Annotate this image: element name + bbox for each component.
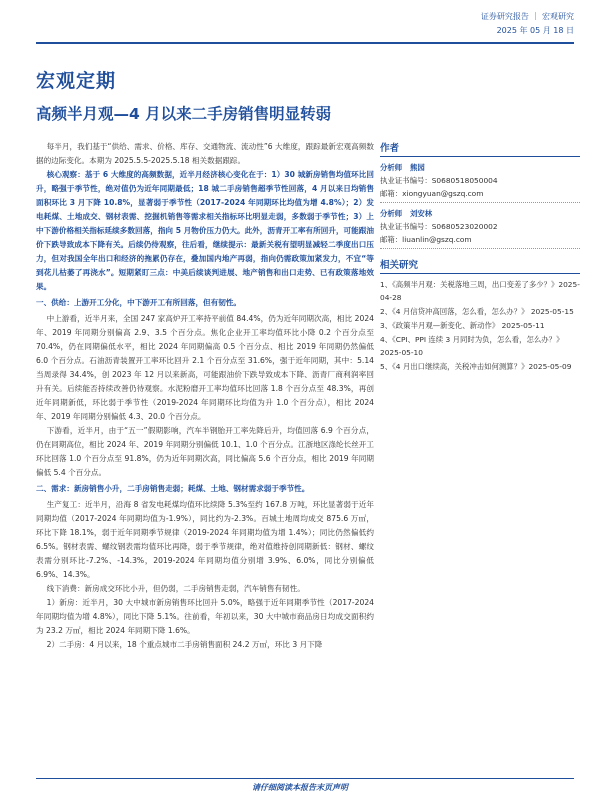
intro-paragraph: 每半月，我们基于“供给、需求、价格、库存、交通物流、流动性”6 大维度，跟踪最新宏观高频数据的边际变化。本期为 2025.5.5-2025.5.18 相关数据跟踪。: [36, 142, 374, 165]
new-home-paragraph: 1）新房：近半月，30 大中城市新房销售环比回升 5.0%，略强于近年同期季节性（2017-2024 年同期均值为增 4.8%），同比下降 5.1%。往前看，年初以来，30 大中城市商品房日均成交面积约为 23.2 万㎡，相比 2024 年同期下降 1.6%。: [36, 598, 374, 635]
footer-disclaimer: 请仔细阅读本报告末页声明: [252, 783, 348, 792]
series-title: 宏观定期: [36, 70, 117, 92]
related-research-item[interactable]: 4、《CPI、PPI 连续 3 月同时为负，怎么看，怎么办？》2025-05-10: [380, 335, 564, 357]
report-category: 证券研究报告 ｜ 宏观研究: [480, 12, 574, 21]
second-hand-paragraph: 2）二手房：4 月以来，18 个重点城市二手房销售面积 24.2 万㎡，环比 3 月下降: [46, 640, 323, 649]
consumption-paragraph: 线下消费：新房成交环比小升，但仍弱，二手房销售走弱，汽车销售有韧性。: [46, 584, 305, 593]
author-email[interactable]: 邮箱：xiongyuan@gszq.com: [380, 189, 484, 198]
analyst-label: 分析师: [380, 209, 403, 218]
upstream-paragraph: 中上游看，近半月来，全国 247 家高炉开工率持平前值 84.4%，仍为近年同期次高，相比 2024 年、2019 年同期分别偏高 2.9、3.5 个百分点。焦化企业开工率均值环比小降 0.2 个百分点至 70.4%，仍在同期偏低水平，相比 2024 年同期偏高 0.5 个百分点、相比 2019 年同期仍然偏低 6.0 个百分点。石油沥青装置开工率环比回升 2.1 个百分点至 31.6%，强于近年同期，其中：5.14 当周录得 34.4%，创 2023 年 12 月以来新高，可能跟油价下跌导致成本下降、沥青厂商利润率回升有关。后续能否持续改善仍待观察。水泥粉磨开工率均值环比回落 1.8 个百分点至 48.3%，再创近年同期新低，环比弱于季节性（2019-2024 年同期环比均值为升 1.0 个百分点），相比 2024 年、2019 年同期分别偏低 4.3、20.0 个百分点。: [36, 314, 374, 421]
sidebar: [380, 140, 580, 374]
author-block: [380, 207, 580, 246]
section-supply-heading: 一、供给：上游开工分化，中下游开工有所回落，但有韧性。: [36, 298, 242, 307]
report-header: [481, 10, 574, 38]
author-divider: [380, 202, 580, 203]
author-divider: [380, 248, 580, 249]
related-research-item[interactable]: 3、《政策半月观—新变化、新动作》 2025-05-11: [380, 321, 545, 330]
production-paragraph: 生产复工：近半月，沿海 8 省发电耗煤均值环比续降 5.3%至约 167.8 万吨，环比显著弱于近年同期均值（2017-2024 年同期均值为-1.9%），同比约为-2.3%。百城土地周均成交 875.6 万㎡，环比下降 18.1%，弱于近年同期季节规律（2019-2024 年同期均值为增 1.4%）；同比仍然偏低约 6.5%。钢材表需、螺纹钢表需均值环比再降，弱于季节规律，绝对值维持创同期新低：钢材、螺纹表需分别环比-7.2%、-14.3%，2019-2024 年同期均值分别增 3.9%、6.0%，同比分别偏低 6.9%、14.3%。: [36, 500, 374, 579]
header-divider: [36, 42, 574, 44]
author-cert: 执业证书编号：S0680518050004: [380, 176, 498, 185]
author-email[interactable]: 邮箱：liuanlin@gszq.com: [380, 235, 472, 244]
section-demand-heading: 二、需求：新房销售小升，二手房销售走弱；耗煤、土地、钢材需求弱于季节性。: [36, 484, 310, 493]
authors-heading: 作者: [380, 140, 580, 157]
analyst-label: 分析师: [380, 163, 403, 172]
core-observation: 核心观察：基于 6 大维度的高频数据，近半月经济核心变化在于：1）30 城新房销售均值环比回升，略强于季节性，绝对值仍为近年同期最低；18 城二手房销售超季节性回落，4 月以来日均销售面积环比 3 月下降 10.8%，显著弱于季节性（2017-2024 年同期环比均值为增 4.8%）；2）发电耗煤、土地成交、钢材表需、挖掘机销售等需求相关指标环比明显走弱，多数弱于季节性；3）上中下游价格相关指标延续多数回落，指向 5 月物价压力仍大。此外，沥青开工率有所回升，可能跟油价下跌导致成本下降有关。后续仍待观察，往后看，继续提示：最新关税有望明显减轻二季度出口压力，但对我国全年出口和经济的拖累仍存在，叠加国内地产再弱，指向仍需政策加紧发力，不宜“等到花儿枯萎了再浇水”。短期紧盯三点：中美后续谈判进展、地产销售和出口走势、已有政策落地效果。: [36, 170, 374, 291]
downstream-paragraph: 下游看，近半月，由于“五一”假期影响，汽车半钢胎开工率先降后升，均值回落 6.9 个百分点，仍在同期高位，相比 2024 年、2019 年同期分别偏低 10.1、1.0 个百分点。江浙地区涤纶长丝开工环比回落 1.0 个百分点至 91.8%，仍为近年同期次高，同比偏高 5.6 个百分点，相比 2019 年同期偏低 5.4 个百分点。: [36, 426, 374, 477]
report-title: 高频半月观—4 月以来二手房销售明显转弱: [36, 105, 332, 123]
author-name: 刘安林: [410, 209, 433, 218]
related-research-item[interactable]: 1、《高频半月观：关税落地三周，出口变差了多少？》2025-04-28: [380, 280, 580, 302]
report-date: 2025 年 05 月 18 日: [496, 26, 574, 35]
author-name: 熊园: [410, 163, 425, 172]
related-research-item[interactable]: 5、《4 月出口继续高，关税冲击如何测算？》2025-05-09: [380, 362, 572, 371]
author-cert: 执业证书编号：S0680523020002: [380, 222, 498, 231]
related-research-heading: 相关研究: [380, 257, 580, 274]
main-content: [36, 140, 374, 652]
related-research-item[interactable]: 2、《4 月信贷冲高回落，怎么看，怎么办？》 2025-05-15: [380, 307, 574, 316]
author-block: [380, 161, 580, 200]
footer-divider: [36, 778, 574, 779]
